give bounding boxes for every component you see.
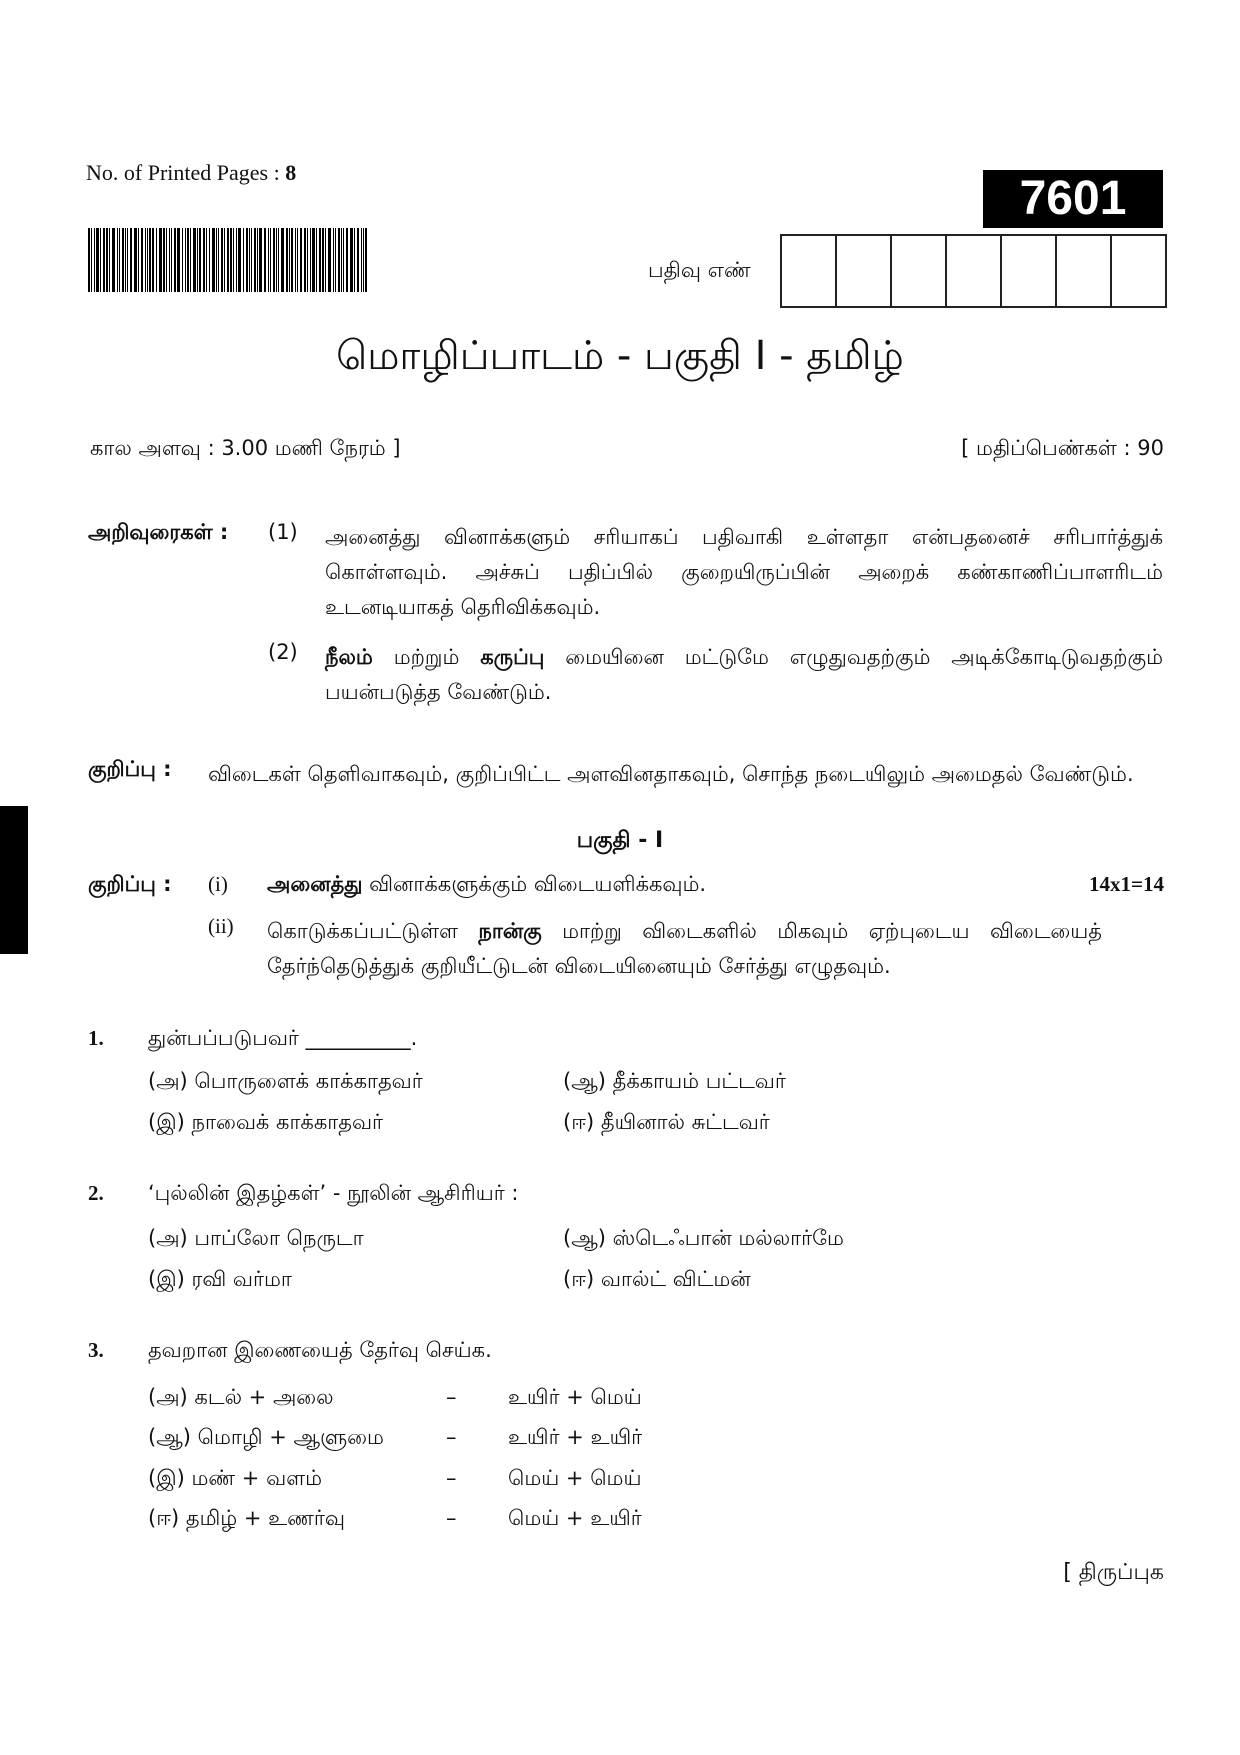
page-title: மொழிப்பாடம் - பகுதி I - தமிழ் [336, 333, 904, 379]
pair-dash: – [446, 1506, 457, 1530]
pair-option[interactable] [148, 1461, 322, 1495]
section-note-part: கொடுக்கப்பட்டுள்ள [267, 919, 479, 943]
barcode-bar [316, 228, 317, 292]
barcode-bar [291, 228, 293, 292]
option-text: நாவைக் காக்காதவர் [191, 1110, 384, 1134]
barcode-bar [350, 228, 353, 292]
pair-right: உயிர் + உயிர் [508, 1425, 643, 1449]
barcode-bar [122, 228, 124, 292]
barcode-bar [147, 228, 148, 292]
barcode-bar [127, 228, 128, 292]
barcode-bar [112, 228, 115, 292]
barcode-bar [365, 228, 367, 292]
pair-dash: – [446, 1466, 457, 1490]
barcode-bar [338, 228, 340, 292]
section-note-text [267, 914, 1102, 984]
barcode-bar [230, 228, 232, 292]
option[interactable] [148, 1064, 423, 1098]
option-text: தீயினால் சுட்டவர் [600, 1110, 770, 1134]
ink-blue: நீலம் [325, 645, 373, 669]
barcode-bar [159, 228, 162, 292]
barcode-bar [119, 228, 120, 292]
register-digit-box[interactable] [1000, 236, 1055, 306]
option-key: (ஈ) [563, 1110, 595, 1134]
barcode-bar [312, 228, 315, 292]
barcode-bar [216, 228, 217, 292]
barcode-bar [221, 228, 223, 292]
barcode-bar [319, 228, 321, 292]
barcode-bar [286, 228, 288, 292]
barcode-bar [322, 228, 324, 292]
barcode-bar [149, 228, 151, 292]
pair-dash: – [446, 1425, 457, 1449]
option[interactable] [148, 1105, 383, 1139]
barcode-bar [177, 228, 180, 292]
paper-code: 7601 [983, 170, 1163, 228]
barcode-bar [268, 228, 269, 292]
barcode-bar [335, 228, 336, 292]
section-note-part: மாற்று விடைகளில் மிகவும் ஏற்புடைய விடையைத் தேர்ந்தெடுத்துக் குறியீட்டுடன் விடையினையும் சேர்த்து எழுதவும். [267, 919, 1102, 978]
barcode-bar [169, 228, 170, 292]
barcode-bar [273, 228, 275, 292]
note-label: குறிப்பு : [88, 757, 172, 781]
question-text: துன்பப்படுபவர் __________. [148, 1026, 418, 1050]
barcode-bar [94, 228, 95, 292]
barcode-bar [174, 228, 176, 292]
option-key: (இ) [148, 1466, 185, 1490]
max-marks: [ மதிப்பெண்கள் : 90 [961, 436, 1164, 460]
barcode-bar [171, 228, 172, 292]
instruction-number: (2) [268, 640, 298, 664]
barcode-bar [238, 228, 241, 292]
pair-right: மெய் + மெய் [508, 1466, 642, 1490]
section-note-bold: அனைத்து [267, 872, 363, 896]
option-text: வால்ட் விட்மன் [600, 1267, 751, 1291]
barcode-bar [289, 228, 290, 292]
option-key: (ஆ) [563, 1069, 606, 1093]
barcode-bar [236, 228, 237, 292]
barcode-bar [224, 228, 225, 292]
option-text: பொருளைக் காக்காதவர் [194, 1069, 423, 1093]
barcode-bar [182, 228, 183, 292]
barcode-bar [363, 228, 364, 292]
pair-option[interactable] [148, 1420, 384, 1454]
barcode-bar [134, 228, 137, 292]
barcode-bar [328, 228, 331, 292]
ink-black: கருப்பு [480, 645, 545, 669]
barcode-bar [106, 228, 108, 292]
question-number: 3. [88, 1338, 104, 1362]
barcode-bar [307, 228, 308, 292]
register-number-boxes[interactable] [780, 234, 1167, 308]
barcode-bar [100, 228, 101, 292]
barcode-bar [357, 228, 359, 292]
pair-right: உயிர் + மெய் [508, 1385, 642, 1409]
pair-dash: – [446, 1385, 457, 1409]
option-text: பாப்லோ நெருடா [194, 1226, 364, 1250]
option[interactable] [148, 1221, 364, 1255]
option[interactable] [563, 1221, 844, 1255]
barcode-bar [300, 228, 302, 292]
option-key: (ஈ) [563, 1267, 595, 1291]
barcode-bar [278, 228, 279, 292]
barcode-bar [233, 228, 234, 292]
barcode-bar [190, 228, 191, 292]
barcode-bar [276, 228, 277, 292]
section-note-text [267, 872, 706, 899]
option-key: (ஆ) [148, 1425, 191, 1449]
pair-left: கடல் + அலை [194, 1385, 334, 1409]
barcode-bar [259, 228, 262, 292]
register-digit-box[interactable] [1055, 236, 1110, 306]
section-note-bold: நான்கு [478, 919, 542, 943]
section-note-part: வினாக்களுக்கும் விடையளிக்கவும். [362, 872, 707, 896]
option[interactable] [563, 1262, 751, 1296]
barcode-bar [281, 228, 284, 292]
barcode-bar [246, 228, 248, 292]
barcode-bar [109, 228, 110, 292]
barcode-bar [206, 228, 207, 292]
instruction-text-part: மையினை மட்டுமே எழுதுவதற்கும் அடிக்கோடிடுவதற்கும் பயன்படுத்த வேண்டும். [325, 645, 1163, 704]
option-key: (அ) [148, 1069, 188, 1093]
section-marks: 14x1=14 [1089, 872, 1164, 896]
option-text: ரவி வர்மா [191, 1267, 292, 1291]
option-key: (அ) [148, 1385, 188, 1409]
section-note-number: (ii) [208, 914, 234, 938]
barcode-bar [117, 228, 118, 292]
barcode-bar [243, 228, 244, 292]
duration: கால அளவு : 3.00 மணி நேரம் ] [90, 436, 401, 460]
barcode-bar [270, 228, 271, 292]
barcode-bar [343, 228, 344, 292]
option-key: (ஆ) [563, 1226, 606, 1250]
pair-left: தமிழ் + உணர்வு [185, 1506, 345, 1530]
barcode-bar [130, 228, 132, 292]
register-digit-box[interactable] [1110, 236, 1165, 306]
register-digit-box[interactable] [835, 236, 890, 306]
pair-right: மெய் + உயிர் [508, 1506, 642, 1530]
barcode-bar [333, 228, 334, 292]
pair-left: மண் + வளம் [191, 1466, 323, 1490]
barcode-bar [227, 228, 229, 292]
option-key: (இ) [148, 1267, 185, 1291]
printed-pages [86, 160, 296, 186]
register-digit-box[interactable] [890, 236, 945, 306]
barcode-bar [346, 228, 348, 292]
barcode-bar [103, 228, 105, 292]
barcode-bar [185, 228, 186, 292]
printed-pages-label: No. of Printed Pages : [86, 160, 286, 185]
barcode-bar [209, 228, 210, 292]
instruction-number: (1) [268, 520, 298, 544]
question-number: 2. [88, 1181, 104, 1205]
barcode-bar [125, 228, 126, 292]
barcode-bar [251, 228, 252, 292]
note-text: விடைகள் தெளிவாகவும், குறிப்பிட்ட அளவினதாகவும், சொந்த நடையிலும் அமைதல் வேண்டும். [208, 762, 1134, 786]
option[interactable] [148, 1262, 292, 1296]
pair-option[interactable] [148, 1501, 345, 1535]
instruction-text [325, 640, 1163, 710]
instruction-text-part: மற்றும் [372, 645, 481, 669]
barcode-bar [91, 228, 92, 292]
barcode-bar [88, 228, 90, 292]
barcode-bar [193, 228, 196, 292]
binding-mark [0, 806, 28, 954]
option-text: ஸ்டெஃபான் மல்லார்மே [612, 1226, 844, 1250]
barcode-bar [163, 228, 165, 292]
barcode-bar [152, 228, 154, 292]
section-note-label: குறிப்பு : [88, 872, 172, 896]
option[interactable] [563, 1105, 770, 1139]
page-turn-note: [ திருப்புக [1063, 1560, 1164, 1585]
option-key: (ஈ) [148, 1506, 180, 1530]
question-text: ‘புல்லின் இதழ்கள்’ - நூலின் ஆசிரியர் : [148, 1181, 519, 1205]
barcode-bar [264, 228, 266, 292]
barcode-bar [145, 228, 146, 292]
section-title: பகுதி - I [576, 828, 664, 853]
barcode-bar [199, 228, 201, 292]
option-key: (அ) [148, 1226, 188, 1250]
barcode-bar [156, 228, 157, 292]
pair-left: மொழி + ஆளுமை [197, 1425, 384, 1449]
printed-pages-value: 8 [285, 160, 297, 185]
register-digit-box[interactable] [782, 236, 835, 306]
register-digit-box[interactable] [945, 236, 1000, 306]
barcode [88, 228, 370, 292]
barcode-bar [361, 228, 362, 292]
instruction-text: அனைத்து வினாக்களும் சரியாகப் பதிவாகி உள்ளதா என்பதனைச் சரிபார்த்துக் கொள்ளவும். அச்சுப் பதிப்பில் குறையிருப்பின் அறைக் கண்காணிப்பாளரிடம் உடனடியாகத் தெரிவிக்கவும். [325, 525, 1163, 619]
barcode-bar [249, 228, 250, 292]
barcode-bar [310, 228, 311, 292]
barcode-bar [341, 228, 342, 292]
barcode-bar [218, 228, 219, 292]
barcode-bar [295, 228, 296, 292]
barcode-bar [138, 228, 139, 292]
barcode-bar [197, 228, 198, 292]
barcode-bar [141, 228, 143, 292]
barcode-bar [257, 228, 258, 292]
instructions-label: அறிவுரைகள் : [88, 520, 229, 544]
barcode-bar [96, 228, 99, 292]
question-number: 1. [88, 1026, 104, 1050]
barcode-bar [354, 228, 355, 292]
barcode-bar [325, 228, 326, 292]
register-number-label: பதிவு எண் [648, 258, 751, 282]
barcode-bar [212, 228, 215, 292]
option-key: (இ) [148, 1110, 185, 1134]
barcode-bar [203, 228, 205, 292]
barcode-bar [297, 228, 298, 292]
option-text: தீக்காயம் பட்டவர் [612, 1069, 786, 1093]
barcode-bar [187, 228, 189, 292]
barcode-bar [254, 228, 256, 292]
question-text: தவறான இணையைத் தேர்வு செய்க. [148, 1338, 492, 1362]
barcode-bar [304, 228, 306, 292]
pair-option[interactable] [148, 1380, 334, 1414]
option[interactable] [563, 1064, 786, 1098]
barcode-bar [166, 228, 167, 292]
section-note-number: (i) [208, 872, 228, 896]
